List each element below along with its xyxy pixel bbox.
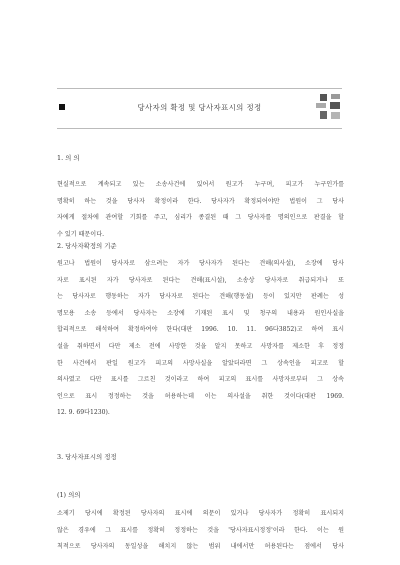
section-paragraph: [57, 506, 344, 556]
text-line: 자로 표시된 자가 당사자로 된다는 견해(표시설), 소송상 당사자로 취급되거나 또: [57, 276, 344, 284]
section-heading: 3. 당사자표시의 정정: [57, 453, 117, 461]
section-paragraph: [57, 256, 344, 422]
section-heading: 1. 의 의: [57, 154, 80, 162]
text-line: 합리적으로 해석하여 확정하여야 한다(대판 1996. 10. 11. 96다3852)고 하여 표시: [57, 326, 344, 334]
text-line: 인으로 표시 정정하는 것을 허용하는데 이는 의사설을 취한 것이다(대판 1969.: [57, 392, 344, 400]
text-line: 명확히 하는 것을 당사자 확정이라 한다. 당사자가 확정되어야만 법원이 그 당사: [57, 197, 344, 205]
decorative-blocks-icon: [316, 94, 342, 120]
section-paragraph: [57, 177, 344, 243]
text-line: 의사였고 다만 표시를 그르친 것이라고 하여 피고의 표시를 사망자로부터 그 상속: [57, 376, 344, 384]
text-line: 소제기 당시에 확정된 당사자의 표시에 의문이 있거나 당사자가 정확히 표시되지: [57, 510, 344, 517]
section-heading: 2. 당사자확정의 기준: [57, 242, 117, 250]
document-title: 당사자의 확정 및 당사자표시의 정정: [137, 103, 262, 112]
text-line: 자에게 절차에 관여할 기회를 주고, 심리가 종결된 때 그 당사자를 명의인으로 판결을 할: [57, 214, 344, 222]
text-line: 칙적으로 당사자의 동일성을 해치지 않는 범위 내에서만 허용된다는 점에서 당사: [57, 543, 344, 551]
text-line: 한 사건에서 판일 원고가 피고의 사망사실을 알았더라면 그 상속인을 피고로 할: [57, 359, 344, 367]
text-line: 않은 경우에 그 표시를 정확히 정정하는 것을 '당사자표시정정'이라 한다. 이는 원: [57, 526, 344, 534]
text-line: 는 당사자로 행동하는 자가 당사자로 된다는 견해(행동설) 등이 있지만 판례는 성: [57, 293, 344, 301]
title-box: [57, 88, 342, 129]
text-line: 12. 9. 69다1230).: [57, 409, 110, 417]
text-line: 현실적으로 계속되고 있는 소송사건에 있어서 원고가 누구며, 피고가 누구인가를: [57, 181, 344, 188]
text-line: 설을 취하면서 다만 제소 전에 사망한 것을 알지 못하고 사망자를 제소한 후 정정: [57, 342, 344, 350]
text-line: 명모용 소송 등에서 당사자는 소장에 기재된 표시 및 청구의 내용과 원인사실을: [57, 309, 344, 317]
text-line: 원고나 법원이 당사자로 삼으려는 자가 당사자가 된다는 견해(의사설), 소장에 당사: [57, 260, 344, 267]
text-line: 수 있기 때문이다.: [57, 230, 105, 238]
subsection-heading: (1) 의의: [57, 491, 81, 499]
